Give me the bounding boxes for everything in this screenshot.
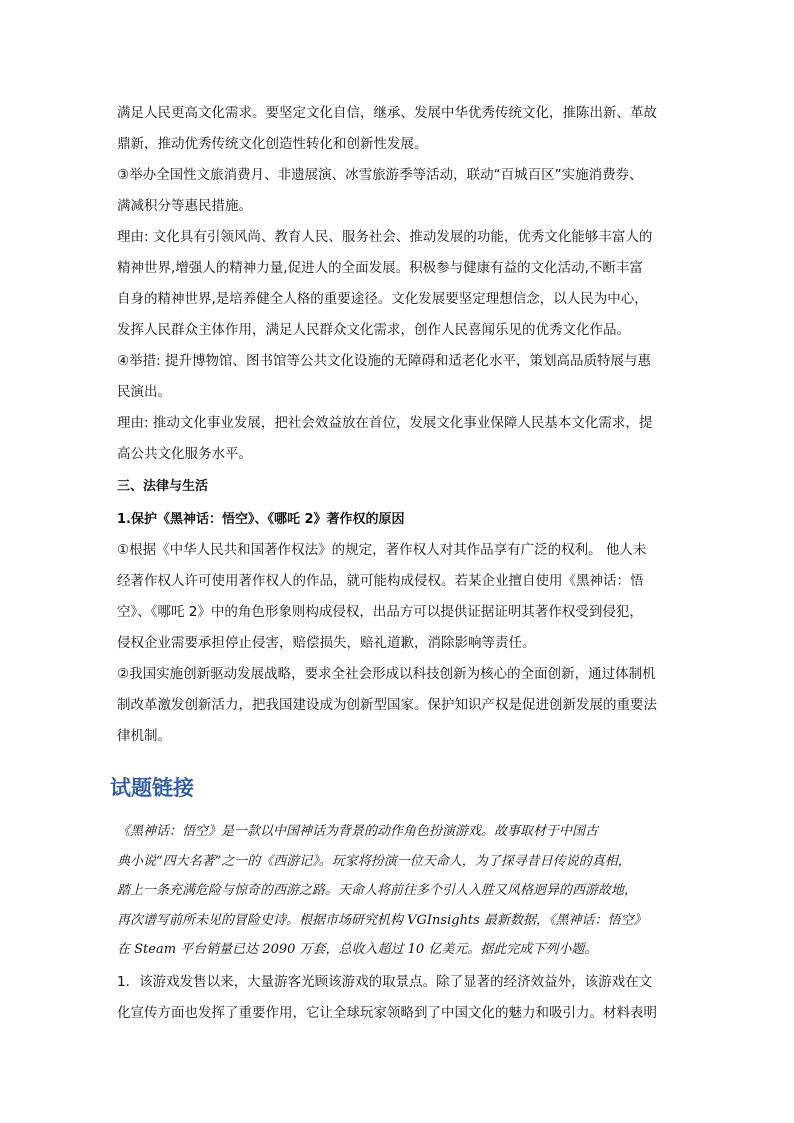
body-line: 理由: 文化具有引领风尚、教育人民、服务社会、推动发展的功能，优秀文化能够丰富人的 — [117, 229, 653, 245]
link-heading: 试题链接 — [110, 776, 194, 800]
subsection-title: 1.保护《黑神话：悟空》、《哪吒 2》著作权的原因 — [117, 512, 405, 527]
body-line: 满减积分等惠民措施。 — [117, 198, 252, 214]
body-line: 理由: 推动文化事业发展，把社会效益放在首位，发展文化事业保障人民基本文化需求，提 — [117, 415, 653, 431]
body-line: 高公共文化服务水平。 — [117, 446, 252, 462]
body-line: 满足人民更高文化需求。要坚定文化自信，继承、发展中华优秀传统文化，推陈出新、革故 — [117, 105, 657, 121]
body-line: 民演出。 — [117, 384, 171, 400]
question-line: 1．该游戏发售以来，大量游客光顾该游戏的取景点。除了显著的经济效益外，该游戏在文 — [117, 974, 653, 990]
law-line: 律机制。 — [117, 728, 171, 744]
quote-line: 在 Steam 平台销量已达 2090 万套，总收入超过 10 亿美元。据此完成下列小题。 — [117, 942, 598, 957]
body-line: 发挥人民群众主体作用，满足人民群众文化需求，创作人民喜闻乐见的优秀文化作品。 — [117, 322, 630, 338]
question-line: 化宣传方面也发挥了重要作用，它让全球玩家领略到了中国文化的魅力和吸引力。材料表明 — [117, 1005, 657, 1021]
quote-line: 《黑神话：悟空》是一款以中国神话为背景的动作角色扮演游戏。故事取材于中国古 — [117, 824, 599, 839]
law-line: ①根据《中华人民共和国著作权法》的规定，著作权人对其作品享有广泛的权利。 他人未 — [117, 542, 647, 558]
body-line: 精神世界,增强人的精神力量,促进人的全面发展。积极参与健康有益的文化活动,不断丰富 — [117, 260, 643, 276]
law-line: 经著作权人许可使用著作权人的作品，就可能构成侵权。若某企业擅自使用《黑神话：悟 — [117, 573, 644, 589]
body-line: 鼎新，推动优秀传统文化创造性转化和创新性发展。 — [117, 136, 428, 152]
body-line: 自身的精神世界,是培养健全人格的重要途径。文化发展要坚定理想信念，以人民为中心， — [117, 291, 648, 307]
law-line: 空》、《哪吒 2》中的角色形象则构成侵权，出品方可以提供证据证明其著作权受到侵犯， — [117, 604, 643, 620]
quote-line: 典小说“四大名著”之一的《西游记》。玩家将扮演一位天命人，为了探寻昔日传说的真相， — [117, 854, 631, 869]
law-line: 侵权企业需要承担停止侵害，赔偿损失，赔礼道歉，消除影响等责任。 — [117, 635, 536, 651]
section-title: 三、法律与生活 — [117, 479, 209, 494]
body-line: ③举办全国性文旅消费月、非遗展演、冰雪旅游季等活动，联动“百城百区”实施消费券、 — [117, 167, 643, 183]
quote-line: 再次谱写前所未见的冒险史诗。根据市场研究机构 VGInsights 最新数据，《黑神话：悟空》 — [117, 913, 647, 928]
law-line: ②我国实施创新驱动发展战略，要求全社会形成以科技创新为核心的全面创新，通过体制机 — [117, 666, 656, 682]
quote-line: 踏上一条充满危险与惊奇的西游之路。天命人将前往多个引人入胜又风格迥异的西游故地， — [117, 883, 638, 898]
body-line: ④举措: 提升博物馆、图书馆等公共文化设施的无障碍和适老化水平，策划高品质特展与惠 — [117, 353, 651, 369]
law-line: 制改革激发创新活力，把我国建设成为创新型国家。保护知识产权是促进创新发展的重要法 — [117, 697, 657, 713]
